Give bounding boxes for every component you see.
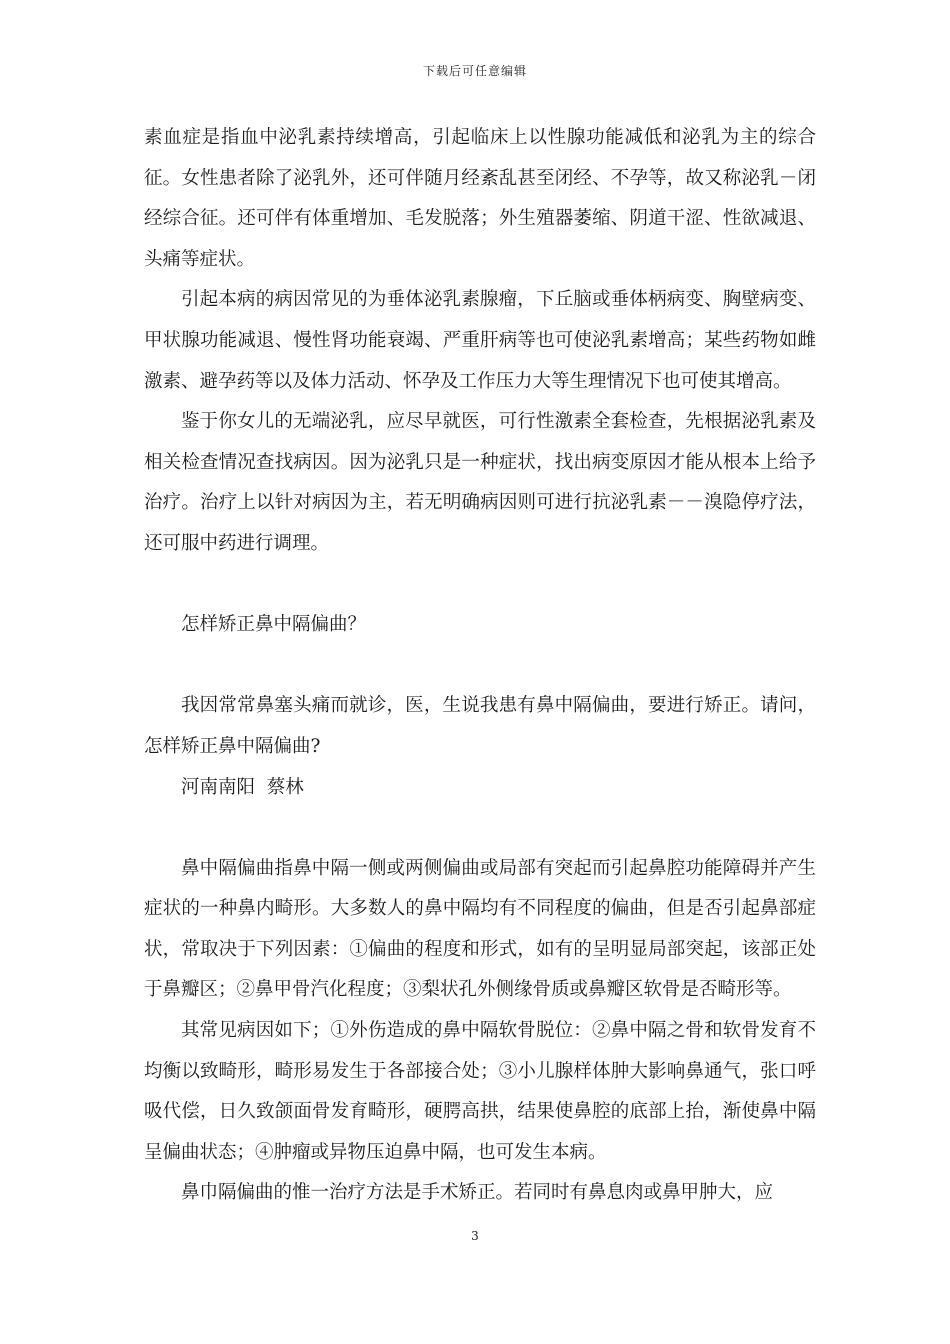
document-body: [144, 118, 816, 1214]
paragraph-septum-definition: 鼻中隔偏曲指鼻中隔一侧或两侧偏曲或局部有突起而引起鼻腔功能障碍并产生症状的一种鼻内畸形。大多数人的鼻中隔均有不同程度的偏曲，但是否引起鼻部症状，常取决于下列因素：①偏曲的程度和形式，如有的呈明显局部突起，该部正处于鼻瓣区；②鼻甲骨汽化程度；③梨状孔外侧缘骨质或鼻瓣区软骨是否畸形等。: [144, 857, 816, 1001]
page-header: 下载后可任意编辑: [422, 64, 527, 78]
paragraph-prolactinemia-causes: 引起本病的病因常见的为垂体泌乳素腺瘤，下丘脑或垂体柄病变、胸壁病变、甲状腺功能减退、慢性肾功能衰竭、严重肝病等也可使泌乳素增高；某些药物如雌激素、避孕药等以及体力活动、怀孕及工作压力大等生理情况下也可使其增高。: [144, 289, 816, 392]
paragraph-prolactinemia-advice: 鉴于你女儿的无端泌乳，应尽早就医，可行性激素全套检查，先根据泌乳素及相关检查情况查找病因。因为泌乳只是一种症状，找出病变原因才能从根本上给予治疗。治疗上以针对病因为主，若无明确病因则可进行抗泌乳素－－溴隐停疗法，还可服中药进行调理。: [144, 411, 816, 554]
question-title: 怎样矫正鼻中隔偏曲？: [181, 614, 367, 636]
blank-line: [144, 808, 816, 849]
blank-line: [144, 565, 816, 606]
paragraph-septum-treatment: 鼻巾隔偏曲的惟一治疗方法是手术矫正。若同时有鼻息肉或鼻甲肿大，应: [181, 1182, 774, 1204]
paragraph-septum-causes: 其常见病因如下；①外伤造成的鼻中隔软骨脱位：②鼻中隔之骨和软骨发育不均衡以致畸形，畸形易发生于各部接合处；③小儿腺样体肿大影响鼻通气，张口呼吸代偿，日久致颌面骨发育畸形，硬腭高拱，结果使鼻腔的底部上抬，渐使鼻中隔呈偏曲状态；④肿瘤或异物压迫鼻中隔，也可发生本病。: [144, 1020, 816, 1163]
question-signature: 河南南阳 蔡林: [181, 776, 304, 798]
question-body: 我因常常鼻塞头痛而就诊，医，生说我患有鼻中隔偏曲，要进行矫正。请问，怎样矫正鼻中隔偏曲?: [144, 695, 816, 757]
page-number: 3: [471, 1229, 479, 1243]
blank-line: [144, 646, 816, 687]
paragraph-prolactinemia-definition: 素血症是指血中泌乳素持续增高，引起临床上以性腺功能减低和泌乳为主的综合征。女性患者除了泌乳外，还可伴随月经紊乱甚至闭经、不孕等，故又称泌乳－闭经综合征。还可伴有体重增加、毛发脱落；外生殖器萎缩、阴道干涩、性欲减退、头痛等症状。: [144, 127, 816, 270]
